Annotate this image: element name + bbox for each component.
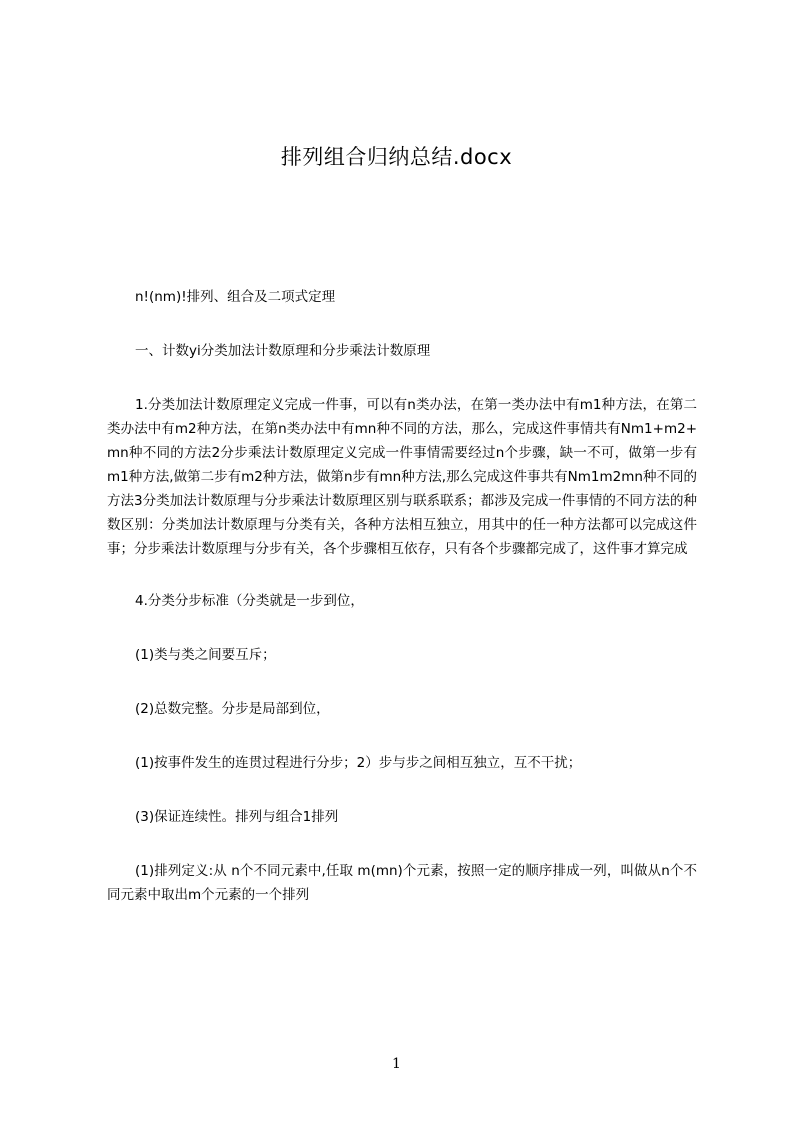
document-title: 排列组合归纳总结.docx: [280, 145, 513, 169]
paragraph-permutation-definition: (1)排列定义:从 n个不同元素中,任取 m(mn)个元素，按照一定的顺序排成一列，叫做从n个不同元素中取出m个元素的一个排列: [107, 863, 697, 903]
paragraph-mutually-exclusive: (1)类与类之间要互斥；: [135, 647, 276, 663]
document-body: [107, 285, 697, 907]
paragraph-total-complete: (2)总数完整。分步是局部到位，: [135, 701, 330, 717]
paragraph-continuity: (3)保证连续性。排列与组合1排列: [135, 809, 339, 825]
paragraph-heading-formula: n!(nm)!排列、组合及二项式定理: [135, 289, 336, 305]
paragraph-step-process: (1)按事件发生的连贯过程进行分步；2）步与步之间相互独立，互不干扰；: [135, 755, 582, 771]
paragraph-classification-standard: 4.分类分步标准（分类就是一步到位，: [135, 593, 364, 609]
page-number: 1: [392, 1056, 401, 1072]
paragraph-section-heading: 一、计数yi分类加法计数原理和分步乘法计数原理: [135, 343, 431, 359]
paragraph-counting-principles: 1.分类加法计数原理定义完成一件事，可以有n类办法，在第一类办法中有m1种方法，在第二类办法中有m2种方法，在第n类办法中有mn种不同的方法，那么，完成这件事情共有Nm1+m2+mn种不同的方法2分步乘法计数原理定义完成一件事情需要经过n个步骤，缺一不可，做第一步有m1种方法,做第二步有m2种方法，做第n步有mn种方法,那么完成这件事共有Nm1m2mn种不同的方法3分类加法计数原理与分步乘法计数原理区别与联系联系；都涉及完成一件事情的不同方法的种数区别：分类加法计数原理与分类有关，各种方法相互独立，用其中的任一种方法都可以完成这件事；分步乘法计数原理与分步有关，各个步骤相互依存，只有各个步骤都完成了，这件事才算完成: [107, 397, 697, 557]
